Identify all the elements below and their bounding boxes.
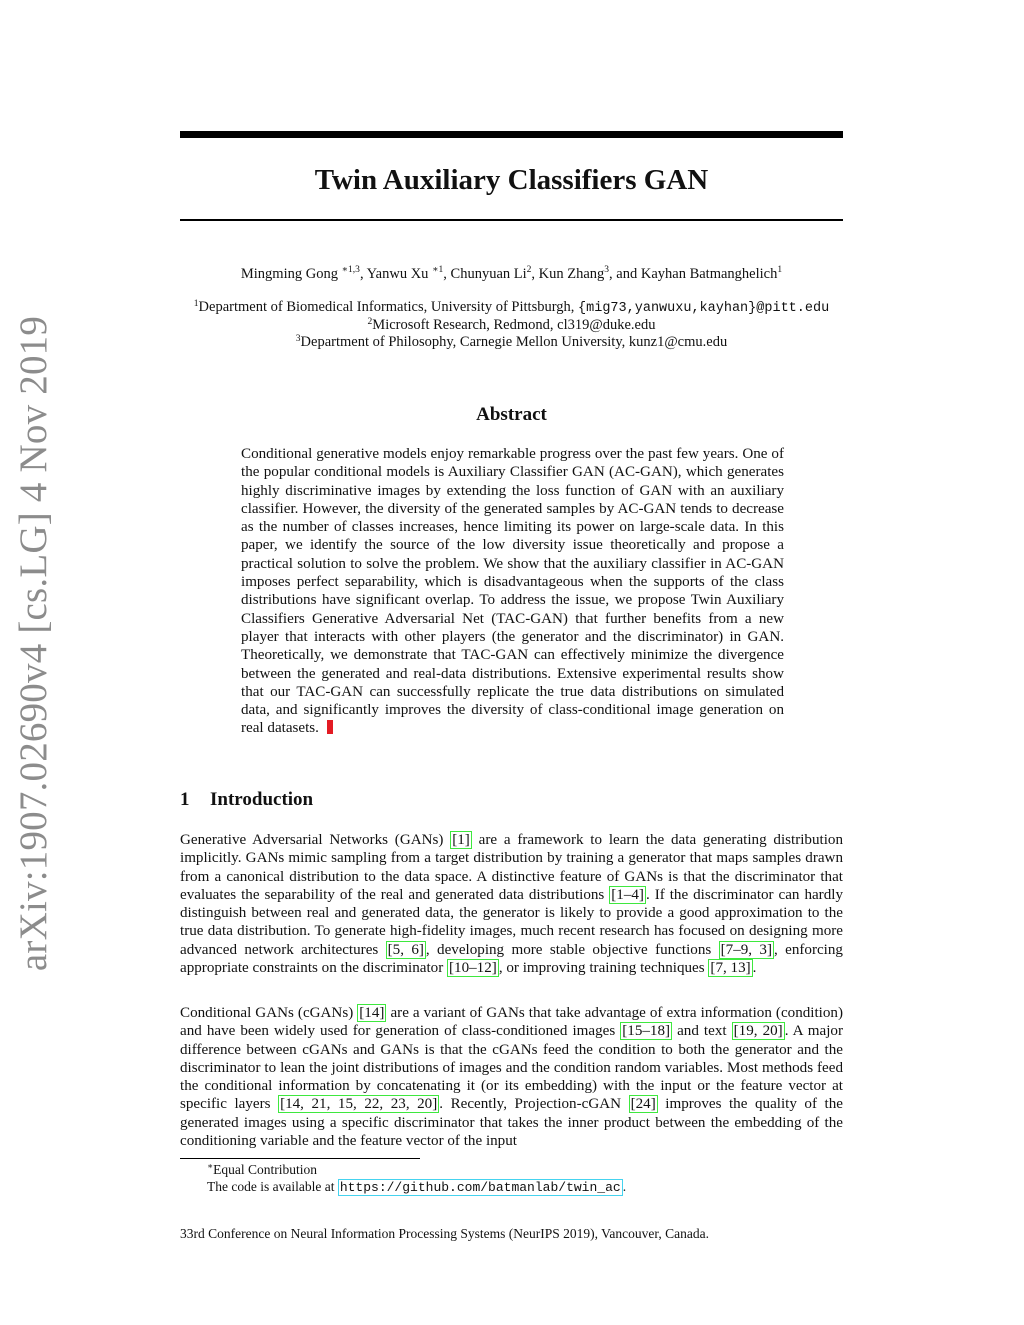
author-affiliation-sup: 1	[777, 265, 783, 275]
section-title: Introduction	[210, 789, 314, 810]
affiliation-line: $^1$Department of Biomedical Informatics, University of Pittsburgh, {mig73,yanwuxu,kayhan}@pitt.edu	[193, 299, 830, 316]
paragraph-text: are a variant of GANs that take advantage of extra information (condition) and have been widely used for generation of class-conditioned images	[180, 1005, 844, 1040]
author-name: Kun Zhang	[538, 266, 605, 282]
author-list: Mingming Gong $^{∗1,3}$, Yanwu Xu $^{∗1}$, Chunyuan Li$^2$, Kun Zhang$^3$, and Kayhan Batmanghelich$^1$	[240, 265, 783, 282]
paragraph-text: and text	[672, 1023, 732, 1040]
citation-link[interactable]: [1–4]	[611, 886, 644, 903]
citation-link[interactable]: [14]	[359, 1005, 385, 1021]
title-top-rule	[180, 131, 843, 138]
affiliation-email: {mig73,yanwuxu,kayhan}@pitt.edu	[578, 301, 830, 316]
title-bottom-rule	[180, 219, 843, 221]
intro-paragraph	[180, 831, 843, 977]
paragraph-text: . A major difference between cGANs and GANs is that the cGANs feed the condition to both the generator and the discriminator to lean the joint distributions of images and the condition random variables. Most methods feed the conditional information by concatenating it (or its embedding) with the input or the feature vector at specific layers	[180, 1023, 843, 1113]
footnote-code: The code is available at https://github.com/batmanlab/twin_ac .	[207, 1179, 627, 1195]
paragraph-text: Generative Adversarial Networks (GANs)	[180, 832, 451, 848]
affiliation-line: $^2$Microsoft Research, Redmond, cl319@duke.edu	[367, 317, 656, 333]
paragraph-text: .	[752, 960, 757, 977]
paragraph-text: . Recently, Projection-cGAN	[439, 1096, 629, 1113]
citation-link[interactable]: [14, 21, 15, 22, 23, 20]	[280, 1096, 438, 1113]
citation-link[interactable]: [7–9, 3]	[720, 941, 772, 958]
arxiv-identifier-stamp	[9, 315, 59, 972]
paragraph-text: are a framework to learn the data generating distribution implicitly. GANs mimic sampling from a target distribution by training a generator that maps samples drawn from a canonical distribution to the data space. A distinctive feature of GANs is that the discriminator that evaluates the separability of the real and generated data distributions	[180, 832, 844, 903]
author-name: Chunyuan Li	[450, 266, 527, 282]
paragraph-text: , developing more stable objective functions	[425, 941, 719, 958]
abstract-text: Conditional generative models enjoy remarkable progress over the past few years. One of the popular conditional models is Auxiliary Classifier GAN (AC-GAN), which generates highly discriminative images by extending the loss function of GAN with an auxiliary classifier. However, the diversity of the generated samples by AC-GAN tends to decrease as the number of classes increases, hence limiting its power on large-scale data. In this paper, we identify the source of the low diversity issue theoretically and propose a practical solution to solve the problem. We show that the auxiliary classifier in AC-GAN imposes perfect separability, which is disadvantageous when the supports of the class distributions have significant overlap. To address the issue, we propose Twin Auxiliary Classifiers Generative Adversarial Net (TAC-GAN) that further benefits from a new player that interacts with other players (the generator and the discriminator) in GAN. Theoretically, we demonstrate that TAC-GAN can effectively minimize the divergence between the generated and real-data distributions. Extensive experimental results show that our TAC-GAN can successfully replicate the true data distributions on simulated data, and significantly improves the diversity of class-conditional image generation on real datasets.	[241, 446, 784, 737]
paragraph-text: , or improving training techniques	[498, 960, 709, 977]
citation-link[interactable]: [15–18]	[622, 1023, 671, 1040]
arxiv-identifier-text: arXiv:1907.02690v4 [cs.LG] 4 Nov 2019	[12, 315, 56, 972]
author-affiliation-sup: 3	[604, 265, 610, 275]
intro-paragraph	[180, 1004, 843, 1150]
author-name: Yanwu Xu	[366, 266, 429, 282]
footnote-equal-contribution: ∗Equal Contribution	[207, 1161, 317, 1177]
author-affiliation-sup: ∗1	[432, 265, 444, 275]
code-link[interactable]: https://github.com/batmanlab/twin_ac	[339, 1180, 621, 1195]
paragraph-text: Conditional GANs (cGANs)	[180, 1005, 358, 1021]
footnote-rule	[180, 1158, 420, 1159]
citation-link[interactable]: [7, 13]	[710, 960, 751, 977]
abstract-end-marker	[327, 720, 333, 734]
abstract-heading: Abstract	[476, 404, 547, 425]
paragraph-text: , enforcing appropriate constraints on the discriminator	[180, 941, 843, 977]
citation-link[interactable]: [5, 6]	[387, 941, 424, 958]
author-name: Kayhan Batmanghelich	[640, 266, 778, 282]
author-affiliation-sup: ∗1,3	[341, 265, 360, 275]
paragraph-text: . If the discriminator can hardly distinguish between real and generated data, the generator is likely to provide a good approximation to the true data distribution. To generate high-fidelity images, much recent research has focused on designing more advanced network architectures	[180, 886, 843, 958]
author-name: Mingming Gong	[240, 266, 338, 282]
paragraph-text: improves the quality of the generated images using a specific discriminator that takes the inner product between the embedding of the conditioning variable and the feature vector of the input	[180, 1096, 843, 1150]
section-heading-introduction	[180, 788, 843, 812]
footnotes	[207, 1161, 843, 1196]
citation-link[interactable]: [19, 20]	[733, 1023, 783, 1040]
abstract-body	[241, 445, 784, 738]
affiliation-line: $^3$Department of Philosophy, Carnegie Mellon University, kunz1@cmu.edu	[295, 334, 728, 350]
paper-title: Twin Auxiliary Classifiers GAN	[314, 164, 709, 196]
section-number: 1	[180, 789, 190, 810]
citation-link[interactable]: [10–12]	[449, 960, 497, 977]
author-affiliation-sup: 2	[526, 265, 532, 275]
citation-link[interactable]: [24]	[630, 1096, 656, 1113]
affiliation-list	[160, 299, 863, 351]
conference-note: 33rd Conference on Neural Information Processing Systems (NeurIPS 2019), Vancouver, Canada.	[180, 1226, 709, 1241]
citation-link[interactable]: [1]	[452, 832, 470, 848]
